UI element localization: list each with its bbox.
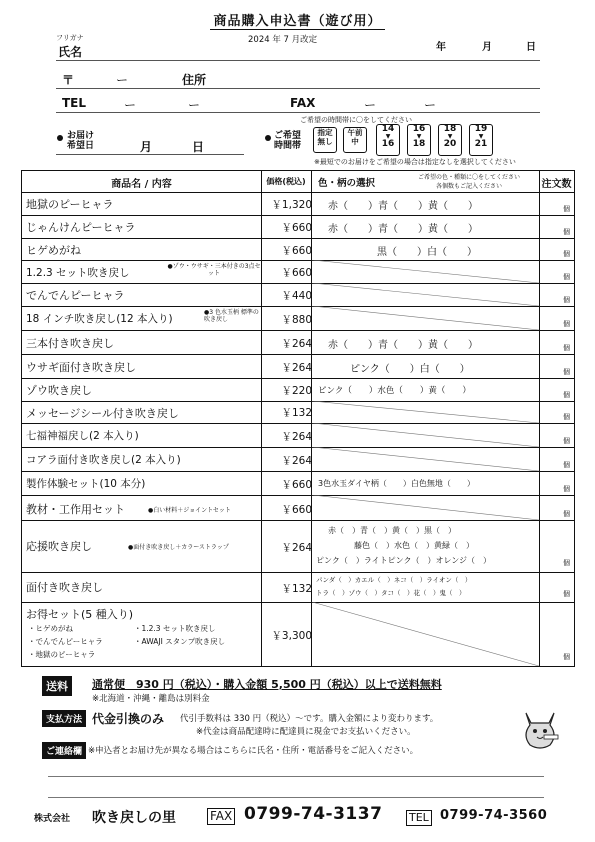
revision-date: 2024 年 7 月改定: [248, 35, 318, 45]
product-name: でんでんピーヒャラ: [26, 289, 125, 302]
time-slot-14-16[interactable]: 14 ▼ 16: [376, 124, 400, 156]
set-items-right: ・1.2.3 セット吹き戻し ・AWAJI スタンプ吹き戻し: [134, 624, 226, 646]
qty-unit[interactable]: 個: [563, 559, 570, 567]
payment-note-2: ※代金は商品配達時に配達員に現金でお支払いください。: [196, 727, 416, 737]
time-bottom-note: ※最短でのお届けをご希望の場合は指定なしを選択してください: [314, 158, 516, 166]
product-name: コアラ面付き吹き戻し(2 本入り): [26, 454, 181, 466]
fax-dash-1: ー: [364, 98, 377, 112]
color-options[interactable]: ピンク（ ）水色（ ）黄（ ）: [318, 386, 471, 396]
product-name: 面付き吹き戻し: [26, 581, 103, 594]
product-price: ￥264: [281, 362, 312, 374]
delivery-day: 日: [192, 140, 205, 154]
color-options[interactable]: 黒（ ）白（ ）: [377, 247, 477, 258]
product-name: ヒゲめがね: [26, 244, 81, 257]
delivery-month: 月: [140, 140, 153, 154]
qty-unit[interactable]: 個: [563, 273, 570, 281]
table-row[interactable]: [22, 306, 574, 331]
product-name: メッセージシール付き吹き戻し: [26, 407, 179, 420]
qty-unit[interactable]: 個: [563, 485, 570, 493]
date-year: 年: [436, 42, 446, 53]
table-row[interactable]: [22, 354, 574, 379]
qty-unit[interactable]: 個: [563, 391, 570, 399]
product-price: ￥264: [281, 431, 312, 443]
color-options[interactable]: 赤（ ）青（ ）黄（ ）: [328, 224, 478, 235]
qty-unit[interactable]: 個: [563, 368, 570, 376]
qty-unit[interactable]: 個: [563, 228, 570, 236]
date-day: 日: [526, 42, 536, 53]
table-row[interactable]: [22, 520, 574, 573]
product-name: ゾウ吹き戻し: [26, 384, 92, 397]
product-price: ￥132: [281, 407, 312, 419]
product-name: 地獄のピーヒャラ: [26, 198, 114, 211]
product-price: ￥132: [281, 583, 312, 595]
fax-label: FAX: [290, 96, 316, 110]
arrow-down-icon: ▼: [385, 133, 391, 140]
product-price: ￥660: [281, 504, 312, 516]
qty-unit[interactable]: 個: [563, 653, 570, 661]
product-name: 18 インチ吹き戻し(12 本入り): [26, 313, 173, 325]
qty-unit[interactable]: 個: [563, 461, 570, 469]
shipping-label: 送料: [42, 676, 72, 696]
address-field-line[interactable]: [56, 88, 540, 89]
table-row[interactable]: [22, 215, 574, 239]
product-name: 三本付き吹き戻し: [26, 337, 114, 350]
color-options[interactable]: 3色水玉ダイヤ柄（ ）白色無地（ ）: [318, 479, 475, 488]
header-price: 価格(税込): [266, 177, 306, 186]
header-name: 商品名 / 内容: [111, 179, 172, 190]
contact-line-2[interactable]: [48, 797, 544, 798]
product-price: ￥660: [281, 245, 312, 257]
payment-note-1: 代引手数料は 330 円（税込）〜です。購入金額により変わります。: [180, 714, 439, 724]
bullet-dot-icon: [57, 135, 63, 141]
table-row[interactable]: [22, 192, 574, 216]
table-row[interactable]: [22, 471, 574, 496]
product-note: ●面付き吹き戻し＋カラーストラップ: [128, 544, 229, 551]
product-name: 教材・工作用セット: [26, 503, 125, 516]
postal-dash: ー: [116, 73, 129, 87]
address-label: 住所: [182, 73, 207, 87]
product-price: ￥1,320: [271, 199, 312, 211]
tel-badge: TEL: [406, 810, 432, 826]
page-title: 商品購入申込書（遊び用）: [0, 10, 595, 29]
tel-fax-field-line[interactable]: [56, 112, 540, 113]
product-price: ￥220: [281, 385, 312, 397]
shipping-text: 通常便 930 円（税込）・購入金額 5,500 円（税込）以上で送料無料: [92, 678, 442, 691]
fax-badge: FAX: [207, 808, 235, 825]
table-row[interactable]: [22, 330, 574, 355]
no-selection-slash: [312, 423, 539, 447]
no-selection-slash: [312, 602, 539, 666]
qty-unit[interactable]: 個: [563, 205, 570, 213]
product-price: ￥880: [281, 314, 312, 326]
header-color: 色・柄の選択: [318, 178, 376, 189]
header-color-note: ご希望の色・種類に〇をしてください 各個数もご記入ください: [417, 174, 520, 190]
delivery-time-label: ご希望 時間帯: [274, 131, 302, 151]
no-selection-slash: [312, 260, 539, 283]
table-row[interactable]: [22, 447, 574, 472]
tel-dash-2: ー: [188, 98, 201, 112]
qty-unit[interactable]: 個: [563, 590, 570, 598]
product-name: 七福神福戻し(2 本入り): [26, 430, 139, 442]
no-selection-slash: [312, 283, 539, 306]
qty-unit[interactable]: 個: [563, 437, 570, 445]
qty-unit[interactable]: 個: [563, 320, 570, 328]
product-note: ●白い材料＋ジョイントセット: [148, 507, 231, 514]
product-name: お得セット(5 種入り): [26, 608, 134, 621]
product-price: ￥660: [281, 479, 312, 491]
company-name: 吹き戻しの里: [92, 810, 176, 826]
payment-method: 代金引換のみ: [92, 712, 165, 726]
color-options[interactable]: パンダ（ ）カエル（ ）ネコ（ ）ライオン（ ） トラ（ ）ゾウ（ ）タコ（ ）花（ ）鬼（ ）: [316, 576, 472, 597]
time-slot-18-20[interactable]: 18 ▼ 20: [438, 124, 462, 156]
product-note: ●ゾウ・ウサギ・三本付きの3点セット: [167, 263, 261, 277]
product-price: ￥264: [281, 338, 312, 350]
arrow-down-icon: ▼: [416, 133, 422, 140]
table-row[interactable]: [22, 572, 574, 603]
color-options[interactable]: 赤（ ）青（ ）黄（ ）: [328, 340, 478, 351]
no-selection-slash: [312, 495, 539, 520]
product-price: ￥264: [281, 455, 312, 467]
product-name: 1.2.3 セット吹き戻し: [26, 267, 130, 279]
color-options[interactable]: ピンク（ ）白（ ）: [350, 364, 470, 375]
bullet-dot-icon: [265, 135, 271, 141]
name-field-line[interactable]: [56, 60, 540, 61]
qty-unit[interactable]: 個: [563, 413, 570, 421]
no-selection-slash: [312, 306, 539, 330]
product-price: ￥440: [281, 290, 312, 302]
payment-label: 支払方法: [42, 710, 86, 727]
fax-dash-2: ー: [424, 98, 437, 112]
company-fax[interactable]: 0799-74-3137: [244, 804, 383, 824]
qty-unit[interactable]: 個: [563, 344, 570, 352]
product-price: ￥264: [281, 542, 312, 554]
table-row[interactable]: [22, 423, 574, 448]
product-price: ￥660: [281, 267, 312, 279]
product-price: ￥3,300: [271, 630, 312, 642]
table-row[interactable]: [22, 495, 574, 521]
table-row[interactable]: [22, 260, 574, 284]
shipping-note: ※北海道・沖縄・離島は別料金: [92, 694, 210, 704]
no-selection-slash: [312, 401, 539, 423]
table-row[interactable]: [22, 283, 574, 307]
header-qty: 注文数: [541, 179, 572, 190]
qty-unit[interactable]: 個: [563, 250, 570, 258]
time-slot-morning[interactable]: 午前 中: [343, 127, 367, 153]
furigana-label: フリガナ: [56, 34, 84, 42]
postal-mark: 〒: [62, 73, 75, 87]
product-note: ●3 色水玉柄 標準の吹き戻し: [204, 309, 259, 323]
set-items-left: ・ヒゲめがね ・でんでんピーヒャラ ・地獄のピーヒャラ: [28, 624, 103, 659]
name-label: 氏名: [58, 45, 83, 59]
product-name: 応援吹き戻し: [26, 540, 92, 553]
tel-label: TEL: [62, 96, 87, 110]
company-prefix: 株式会社: [34, 814, 71, 824]
contact-note: ※申込者とお届け先が異なる場合はこちらに氏名・住所・電話番号をご記入ください。: [88, 746, 419, 756]
time-note: ご希望の時間帯に〇をしてください: [300, 116, 412, 124]
arrow-down-icon: ▼: [447, 133, 453, 140]
date-month: 月: [482, 42, 492, 53]
color-options[interactable]: 赤（ ）青（ ）黄（ ）黒（ ） 藤色（ ）水色（ ）黄緑（ ） ピンク（ ）ライトピンク（ ）オレンジ（ ）: [316, 526, 492, 565]
table-row[interactable]: [22, 378, 574, 402]
qty-unit[interactable]: 個: [563, 510, 570, 518]
time-slot-none[interactable]: 指定 無し: [313, 127, 337, 153]
time-slot-16-18[interactable]: 16 ▼ 18: [407, 124, 431, 156]
order-table: [21, 170, 575, 667]
tel-dash-1: ー: [124, 98, 137, 112]
contact-line-1[interactable]: [48, 776, 544, 777]
arrow-down-icon: ▼: [478, 133, 484, 140]
product-name: ウサギ面付き吹き戻し: [26, 361, 136, 374]
qty-unit[interactable]: 個: [563, 296, 570, 304]
table-header: [22, 171, 574, 193]
company-tel[interactable]: 0799-74-3560: [440, 808, 548, 823]
mascot-cat-icon: [520, 705, 560, 751]
time-slot-19-21[interactable]: 19 ▼ 21: [469, 124, 493, 156]
product-price: ￥660: [281, 222, 312, 234]
product-name: 製作体験セット(10 本分): [26, 478, 146, 490]
color-options[interactable]: 赤（ ）青（ ）黄（ ）: [328, 201, 478, 212]
delivery-date-line[interactable]: [56, 154, 244, 155]
table-row[interactable]: [22, 401, 574, 424]
table-row[interactable]: [22, 602, 574, 666]
contact-label: ご連絡欄: [42, 742, 86, 759]
no-selection-slash: [312, 447, 539, 471]
product-name: じゃんけんピーヒャラ: [26, 221, 136, 234]
delivery-date-label: お届け 希望日: [67, 131, 95, 151]
table-row[interactable]: [22, 238, 574, 261]
